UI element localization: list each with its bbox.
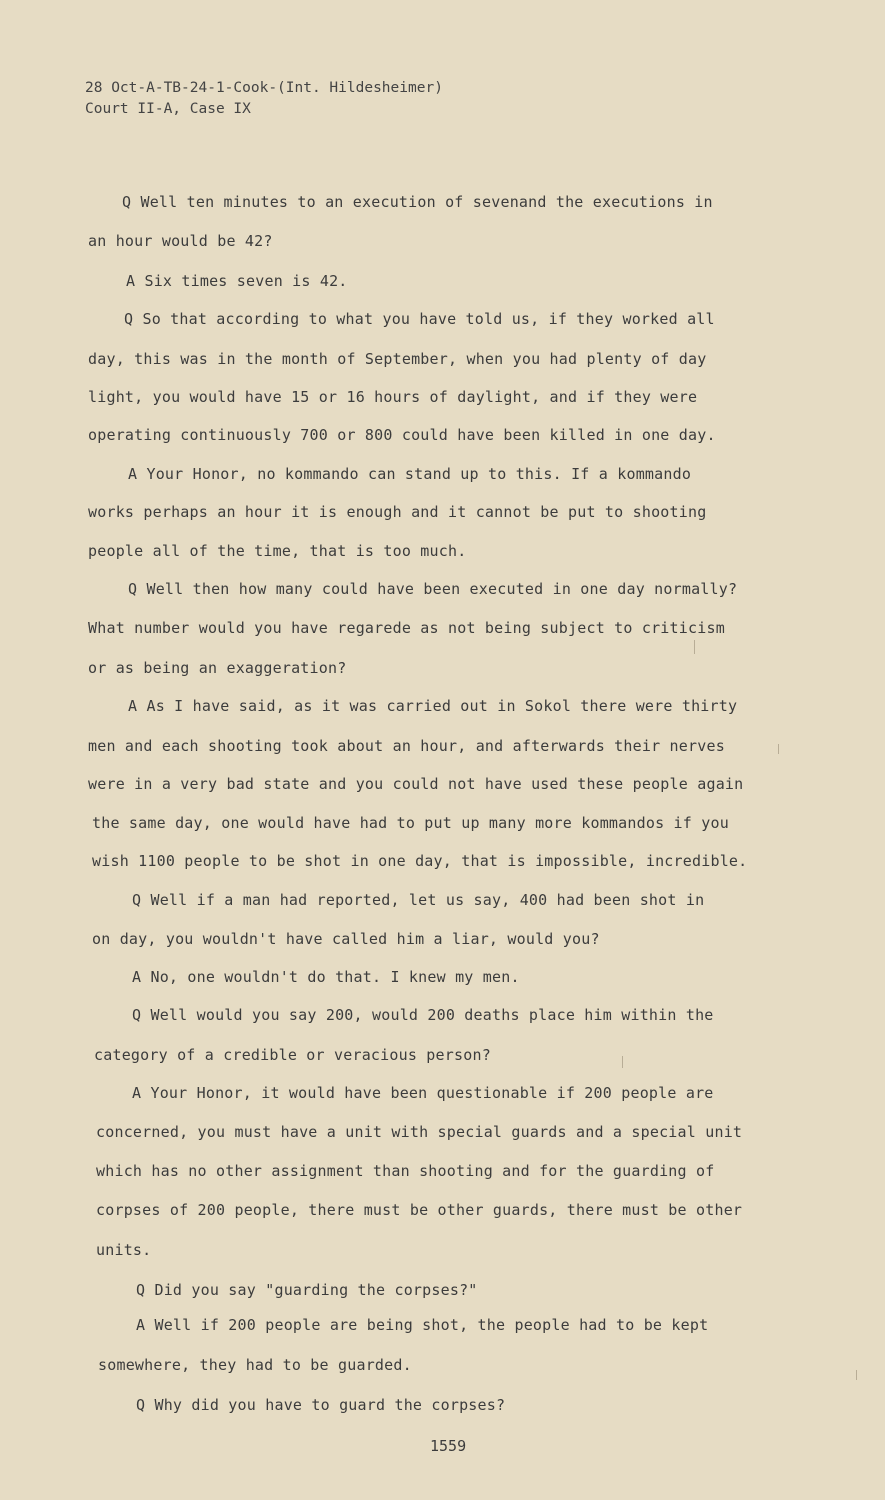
- transcript-line: concerned, you must have a unit with special guards and a special unit: [96, 1123, 743, 1141]
- transcript-line: units.: [96, 1241, 152, 1259]
- transcript-line: category of a credible or veracious person?: [94, 1046, 491, 1064]
- transcript-line: operating continuously 700 or 800 could have been killed in one day.: [88, 426, 716, 444]
- transcript-line: A Six times seven is 42.: [126, 272, 348, 290]
- transcript-line: Q Well ten minutes to an execution of sevenand the executions in: [122, 193, 713, 211]
- transcript-line: A Your Honor, no kommando can stand up to this. If a kommando: [128, 465, 692, 483]
- transcript-line: somewhere, they had to be guarded.: [98, 1356, 412, 1374]
- transcript-line: Q Why did you have to guard the corpses?: [136, 1396, 506, 1414]
- transcript-line: men and each shooting took about an hour, and afterwards their nerves: [88, 737, 725, 755]
- transcript-line: Q Did you say "guarding the corpses?": [136, 1281, 478, 1299]
- transcript-line: A No, one wouldn't do that. I knew my men.: [132, 968, 520, 986]
- transcript-line: wish 1100 people to be shot in one day, that is impossible, incredible.: [92, 852, 748, 870]
- transcript-line: What number would you have regarede as not being subject to criticism: [88, 619, 725, 637]
- transcript-line: an hour would be 42?: [88, 232, 273, 250]
- paper-mark: [778, 744, 779, 754]
- paper-mark: [856, 1370, 857, 1380]
- header-court-case: Court II-A, Case IX: [85, 101, 251, 117]
- document-header: [85, 78, 443, 120]
- transcript-line: Q So that according to what you have told us, if they worked all: [124, 310, 715, 328]
- transcript-line: A Your Honor, it would have been questionable if 200 people are: [132, 1084, 714, 1102]
- transcript-line: were in a very bad state and you could not have used these people again: [88, 775, 744, 793]
- paper-mark: [694, 640, 695, 654]
- page-number: 1559: [430, 1437, 467, 1455]
- transcript-line: the same day, one would have had to put up many more kommandos if you: [92, 814, 729, 832]
- transcript-line: Q Well would you say 200, would 200 deaths place him within the: [132, 1006, 714, 1024]
- paper-mark: [622, 1056, 623, 1068]
- transcript-line: which has no other assignment than shooting and for the guarding of: [96, 1162, 715, 1180]
- transcript-line: or as being an exaggeration?: [88, 659, 347, 677]
- transcript-line: light, you would have 15 or 16 hours of daylight, and if they were: [88, 388, 698, 406]
- transcript-line: Q Well if a man had reported, let us say, 400 had been shot in: [132, 891, 705, 909]
- transcript-line: on day, you wouldn't have called him a liar, would you?: [92, 930, 600, 948]
- transcript-line: Q Well then how many could have been executed in one day normally?: [128, 580, 738, 598]
- transcript-line: people all of the time, that is too much.: [88, 542, 467, 560]
- header-reference: 28 Oct-A-TB-24-1-Cook-(Int. Hildesheimer): [85, 80, 443, 96]
- transcript-line: day, this was in the month of September, when you had plenty of day: [88, 350, 707, 368]
- transcript-line: works perhaps an hour it is enough and it cannot be put to shooting: [88, 503, 707, 521]
- transcript-line: A Well if 200 people are being shot, the people had to be kept: [136, 1316, 709, 1334]
- transcript-line: A As I have said, as it was carried out in Sokol there were thirty: [128, 697, 738, 715]
- transcript-line: corpses of 200 people, there must be other guards, there must be other: [96, 1201, 743, 1219]
